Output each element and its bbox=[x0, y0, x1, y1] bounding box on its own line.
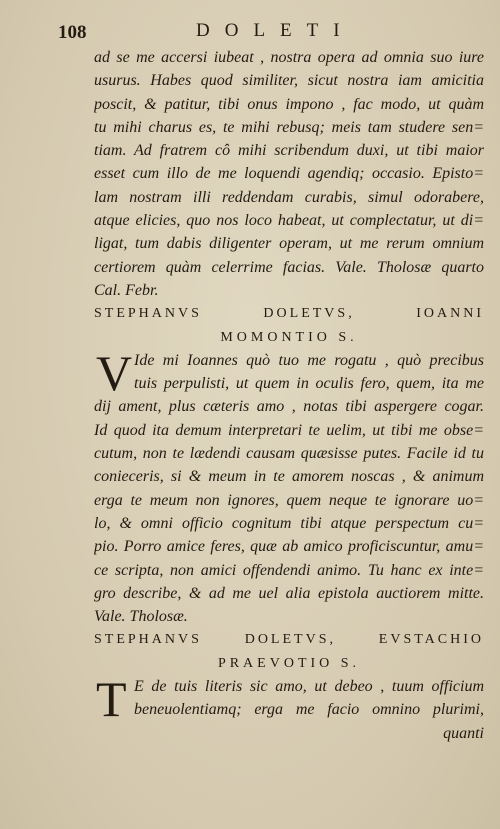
text-line: ad se me accersi iubeat , nostra opera ad omnia suo iure bbox=[94, 49, 484, 66]
running-head: DOLETI bbox=[196, 20, 355, 41]
text-line: esset cum illo de me loquendi agendiq; occasio. Episto= bbox=[94, 165, 484, 183]
text-line: beneuolentiamq; erga me facio omnino plurimi, bbox=[134, 701, 484, 719]
text-line: erga te meum non ignores, quem neque te ignorare uo= bbox=[94, 491, 484, 509]
text-line: gro describe, & ad me uel alia epistola auctiorem mitte. bbox=[94, 584, 484, 602]
text-line: Cal. Febr. bbox=[94, 281, 159, 299]
text-line: certiorem quàm celerrime facias. Vale. Tholosæ quarto bbox=[94, 258, 484, 276]
letter-heading bbox=[94, 628, 484, 675]
letter-heading-line: STEPHANVS DOLETVS, EVSTACHIO bbox=[94, 632, 484, 648]
page-number: 108 bbox=[58, 22, 87, 43]
text-line: pio. Porro amice feres, quæ ab amico proficiscuntur, amu= bbox=[94, 538, 484, 556]
letter-body bbox=[94, 671, 484, 745]
text-line: tuis perpulisti, ut quem in oculis fero, quem, ita me bbox=[134, 375, 484, 393]
drop-initial: V bbox=[96, 344, 133, 401]
text-line: cutum, non te lædendi causam quæsisse putes. Facile id tu bbox=[94, 445, 484, 463]
text-line: lo, & omni officio cognitum tibi atque perspectum cu= bbox=[94, 514, 484, 532]
page-header bbox=[0, 18, 500, 44]
letter-heading-line: PRAEVOTIO S. bbox=[217, 655, 361, 671]
text-line: conieceris, si & meum in te amorem noscas , & animum bbox=[94, 468, 484, 486]
drop-initial: T bbox=[96, 671, 127, 728]
text-line: E de tuis literis sic amo, ut debeo , tuum officium bbox=[134, 678, 484, 696]
letter-heading-line: MOMONTIO S. bbox=[220, 329, 358, 345]
text-line: Vale. Tholosæ. bbox=[94, 608, 188, 626]
text-line: Ide mi Ioannes quò tuo me rogatu , quò precibus bbox=[134, 351, 484, 369]
text-line: ligat, tum dabis diligenter operam, ut me rerum omnium bbox=[94, 235, 484, 253]
text-line: tu mihi charus es, te mihi rebusq; meis tam studere sen= bbox=[94, 118, 484, 136]
letter-body bbox=[94, 344, 484, 629]
text-line: Id quod ita demum interpretari te uelim, ut tibi me obse= bbox=[94, 421, 484, 439]
letter-heading bbox=[94, 302, 484, 349]
text-line: atque elicies, quo nos loco habeat, ut complectatur, ut di= bbox=[94, 212, 484, 230]
text-line: poscit, & patitur, tibi onus impono , fac modo, ut quàm bbox=[94, 95, 484, 113]
text-line: ce scripta, non amici offendendi animo. Tu hanc ex inte= bbox=[94, 561, 484, 579]
letter-heading-line: STEPHANVS DOLETVS, IOANNI bbox=[94, 306, 484, 322]
continuation-paragraph bbox=[94, 46, 484, 302]
text-line: tiam. Ad fratrem cô mihi scribendum duxi, ut tibi maior bbox=[94, 142, 484, 160]
text-line: usurus. Habes quod similiter, sicut nostra iam amicitia bbox=[94, 72, 484, 90]
text-line: dij ament, plus cæteris amo , notas tibi aspergere cogar. bbox=[94, 398, 484, 416]
text-line: lam nostram illi reddendam curabis, simul odorabere, bbox=[94, 188, 484, 206]
catchword: quanti bbox=[443, 724, 484, 742]
text-block bbox=[94, 46, 484, 745]
